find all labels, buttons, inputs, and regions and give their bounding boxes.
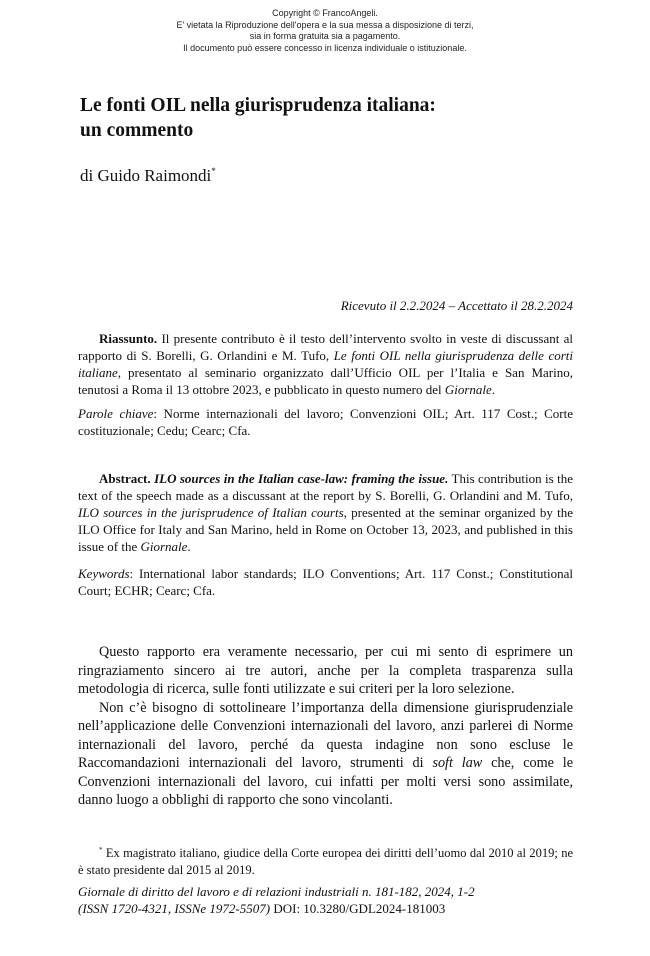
abstract-cited-title: ILO sources in the jurisprudence of Italian courts	[78, 505, 344, 520]
article-title	[80, 93, 580, 143]
body-text-segment: che, come le Convenzioni internazionali del lavoro, cui infatti per molti versi sono assimilate, danno luogo a obblighi di rapporto che sono vincolanti.	[78, 755, 574, 808]
copyright-line: E' vietata la Riproduzione dell'opera e la sua messa a disposizione di terzi,	[176, 19, 474, 30]
soft-law-term: soft law	[432, 755, 483, 771]
body-text	[78, 643, 573, 810]
parole-chiave-label: Parole chiave	[78, 406, 154, 421]
abstract-paragraph	[78, 470, 573, 555]
riassunto-text: , presentato al seminario organizzato dall’Ufficio OIL per l’Italia e San Marino, tenutosi a Roma il 13 ottobre 2023, e pubblicato in questo numero del	[78, 365, 573, 397]
journal-citation: Giornale di diritto del lavoro e di relazioni industriali n. 181-182, 2024, 1-2	[78, 884, 475, 899]
keywords-text: : International labor standards; ILO Conventions; Art. 117 Const.; Constitutional Court; ECHR; Cearc; Cfa.	[78, 566, 573, 598]
footnote-marker: *	[99, 846, 103, 854]
abstract-journal-name: Giornale	[140, 539, 188, 554]
riassunto-paragraph	[78, 330, 573, 398]
title-line-2: un commento	[80, 120, 194, 141]
parole-chiave-paragraph	[78, 405, 573, 439]
footnote-text: Ex magistrato italiano, giudice della Corte europea dei diritti dell’uomo dal 2010 al 2019; ne è stato presidente dal 2015 al 2019.	[78, 846, 573, 877]
abstract-label: Abstract.	[99, 471, 151, 486]
parole-chiave-text: : Norme internazionali del lavoro; Convenzioni OIL; Art. 117 Cost.; Corte costituzionale; Cedu; Cearc; Cfa.	[78, 406, 573, 438]
abstract-text: .	[187, 539, 191, 554]
riassunto-label: Riassunto.	[99, 331, 158, 346]
abstract-title: ILO sources in the Italian case-law: framing the issue.	[154, 471, 449, 486]
author-footnote-marker: *	[211, 166, 216, 176]
author-byline	[80, 160, 216, 187]
journal-issn: (ISSN 1720-4321, ISSNe 1972-5507)	[78, 901, 271, 916]
abstract-text: , presented at the seminar organized by the ILO Office for Italy and San Marino, held in Rome on October 13, 2023, and published in this issue of the	[78, 505, 573, 554]
journal-doi: DOI: 10.3280/GDL2024-181003	[270, 901, 446, 916]
keywords-label: Keywords	[78, 566, 130, 581]
body-text-segment: Non c’è bisogno di sottolineare l’importanza della dimensione giurisprudenziale nell’applicazione delle Convenzioni internazionali del lavoro, anzi parlerei di Norme internazionali del lavoro, perché da questa indagine non sono escluse le Raccomandazioni internazionali del lavoro, strumenti di	[78, 699, 573, 771]
journal-reference	[78, 883, 573, 917]
keywords-paragraph	[78, 565, 573, 599]
body-paragraph-2	[78, 699, 573, 810]
abstract-text: This contribution is the text of the speech made as a discussant at the report by S. Borelli, G. Orlandini and M. Tufo,	[78, 471, 573, 503]
copyright-line: Il documento può essere concesso in licenza individuale o istituzionale.	[183, 42, 467, 53]
riassunto-cited-title: Le fonti OIL nella giurisprudenza delle corti italiane	[78, 348, 573, 380]
copyright-line: sia in forma gratuita sia a pagamento.	[249, 31, 401, 41]
riassunto-text: Il presente contributo è il testo dell’intervento svolto in veste di discussant al rapporto di S. Borelli, G. Orlandini e M. Tufo,	[78, 331, 573, 363]
footnote	[78, 842, 573, 879]
author-name: di Guido Raimondi	[80, 166, 212, 185]
copyright-notice	[0, 8, 650, 54]
riassunto-journal-name: Giornale	[444, 382, 492, 397]
body-paragraph-1: Questo rapporto era veramente necessario, per cui mi sento di esprimere un ringraziamento sincero ai tre autori, anche per la completa trasparenza sulla metodologia di ricerca, sulle fonti utilizzate e sui criteri per la loro selezione.	[78, 644, 573, 697]
received-accepted-dates: Ricevuto il 2.2.2024 – Accettato il 28.2.2024	[340, 298, 573, 313]
riassunto-text: .	[491, 382, 496, 397]
copyright-line: Copyright © FrancoAngeli.	[272, 8, 378, 18]
title-line-1: Le fonti OIL nella giurisprudenza italiana:	[80, 95, 436, 116]
